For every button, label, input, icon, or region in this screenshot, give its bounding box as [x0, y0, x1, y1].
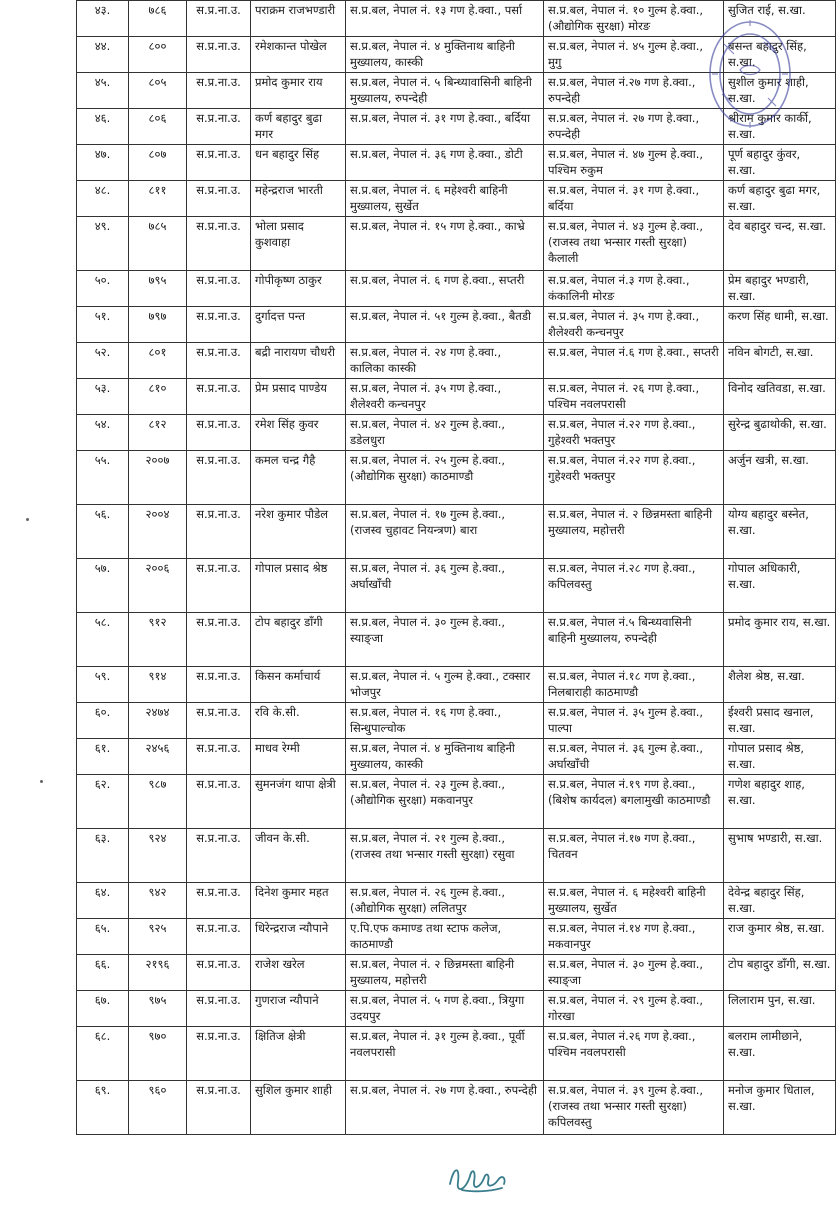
personnel-id-cell: २००७ — [129, 451, 187, 505]
new-posting-cell: स.प्र.बल, नेपाल नं. ३० गुल्म हे.क्वा., स्याङ्जा — [544, 955, 724, 991]
personnel-id-cell: ८१२ — [129, 415, 187, 451]
personnel-id-cell: ९२५ — [129, 919, 187, 955]
personnel-id-cell: २००४ — [129, 505, 187, 559]
new-posting-cell: स.प्र.बल, नेपाल नं. ३५ गुल्म हे.क्वा., पाल्पा — [544, 703, 724, 739]
replacement-cell: अर्जुन खत्री, स.खा. — [724, 451, 836, 505]
margin-mark — [26, 518, 29, 521]
rank-cell: स.प्र.ना.उ. — [187, 307, 251, 343]
replacement-cell: लिलाराम पुन, स.खा. — [724, 991, 836, 1027]
personnel-id-cell: ८०६ — [129, 109, 187, 145]
rank-cell: स.प्र.ना.उ. — [187, 883, 251, 919]
replacement-cell: बसन्त बहादुर सिंह, स.खा. — [724, 37, 836, 73]
serial-number-cell: ४८. — [77, 181, 129, 217]
personnel-id-cell: ८०७ — [129, 145, 187, 181]
new-posting-cell: स.प्र.बल, नेपाल नं.१७ गण हे.क्वा., चितवन — [544, 829, 724, 883]
current-posting-cell: स.प्र.बल, नेपाल नं. १३ गण हे.क्वा., पर्सा — [346, 1, 544, 37]
current-posting-cell: स.प्र.बल, नेपाल नं. ५१ गुल्म हे.क्वा., बैतडी — [346, 307, 544, 343]
rank-cell: स.प्र.ना.उ. — [187, 109, 251, 145]
replacement-cell: शैलेश श्रेष्ठ, स.खा. — [724, 667, 836, 703]
current-posting-cell: स.प्र.बल, नेपाल नं. २३ गुल्म हे.क्वा., (औद्योगिक सुरक्षा) मकवानपुर — [346, 775, 544, 829]
table-row — [77, 109, 836, 145]
table-row — [77, 667, 836, 703]
employee-name-cell: सुमनजंग थापा क्षेत्री — [251, 775, 346, 829]
replacement-cell: ईश्वरी प्रसाद खनाल, स.खा. — [724, 703, 836, 739]
rank-cell: स.प्र.ना.उ. — [187, 667, 251, 703]
new-posting-cell: स.प्र.बल, नेपाल नं.१४ गण हे.क्वा., मकवानपुर — [544, 919, 724, 955]
rank-cell: स.प्र.ना.उ. — [187, 37, 251, 73]
current-posting-cell: स.प्र.बल, नेपाल नं. २१ गुल्म हे.क्वा., (राजस्व तथा भन्सार गस्ती सुरक्षा) रसुवा — [346, 829, 544, 883]
employee-name-cell: धिरेन्द्रराज न्यौपाने — [251, 919, 346, 955]
rank-cell: स.प्र.ना.उ. — [187, 343, 251, 379]
replacement-cell: टोप बहादुर डाँगी, स.खा. — [724, 955, 836, 991]
new-posting-cell: स.प्र.बल, नेपाल नं. २९ गुल्म हे.क्वा., गोरखा — [544, 991, 724, 1027]
rank-cell: स.प्र.ना.उ. — [187, 181, 251, 217]
current-posting-cell: स.प्र.बल, नेपाल नं. ४२ गुल्म हे.क्वा., डडेलधुरा — [346, 415, 544, 451]
rank-cell: स.प्र.ना.उ. — [187, 739, 251, 775]
personnel-id-cell: ९७० — [129, 1027, 187, 1081]
current-posting-cell: स.प्र.बल, नेपाल नं. २६ गुल्म हे.क्वा., (औद्योगिक सुरक्षा) ललितपुर — [346, 883, 544, 919]
current-posting-cell: स.प्र.बल, नेपाल नं. ३६ गुल्म हे.क्वा., अर्घाखाँची — [346, 559, 544, 613]
rank-cell: स.प्र.ना.उ. — [187, 1, 251, 37]
personnel-id-cell: ९२४ — [129, 829, 187, 883]
employee-name-cell: नरेश कुमार पौडेल — [251, 505, 346, 559]
employee-name-cell: भोला प्रसाद कुशवाहा — [251, 217, 346, 271]
employee-name-cell: माधव रेग्मी — [251, 739, 346, 775]
current-posting-cell: स.प्र.बल, नेपाल नं. २४ गण हे.क्वा., कालिका कास्की — [346, 343, 544, 379]
current-posting-cell: स.प्र.बल, नेपाल नं. २ छिन्नमस्ता बाहिनी मुख्यालय, महोत्तरी — [346, 955, 544, 991]
serial-number-cell: ५९. — [77, 667, 129, 703]
employee-name-cell: गोपीकृष्ण ठाकुर — [251, 271, 346, 307]
rank-cell: स.प्र.ना.उ. — [187, 379, 251, 415]
current-posting-cell: स.प्र.बल, नेपाल नं. २५ गुल्म हे.क्वा., (औद्योगिक सुरक्षा) काठमाण्डौ — [346, 451, 544, 505]
current-posting-cell: स.प्र.बल, नेपाल नं. ३१ गुल्म हे.क्वा., पूर्वी नवलपरासी — [346, 1027, 544, 1081]
rank-cell: स.प्र.ना.उ. — [187, 703, 251, 739]
serial-number-cell: ६७. — [77, 991, 129, 1027]
employee-name-cell: रवि के.सी. — [251, 703, 346, 739]
current-posting-cell: स.प्र.बल, नेपाल नं. ६ महेश्वरी बाहिनी मुख्यालय, सुर्खेत — [346, 181, 544, 217]
serial-number-cell: ६०. — [77, 703, 129, 739]
new-posting-cell: स.प्र.बल, नेपाल नं.२७ गण हे.क्वा., रुपन्देही — [544, 73, 724, 109]
personnel-id-cell: २००६ — [129, 559, 187, 613]
replacement-cell: गोपाल प्रसाद श्रेष्ठ, स.खा. — [724, 739, 836, 775]
table-row — [77, 217, 836, 271]
personnel-id-cell: ७९७ — [129, 307, 187, 343]
serial-number-cell: ५०. — [77, 271, 129, 307]
table-row — [77, 919, 836, 955]
rank-cell: स.प्र.ना.उ. — [187, 613, 251, 667]
personnel-id-cell: २४७४ — [129, 703, 187, 739]
table-row — [77, 379, 836, 415]
serial-number-cell: ६४. — [77, 883, 129, 919]
replacement-cell: गोपाल अधिकारी, स.खा. — [724, 559, 836, 613]
current-posting-cell: ए.पि.एफ कमाण्ड तथा स्टाफ कलेज, काठमाण्डौ — [346, 919, 544, 955]
current-posting-cell: स.प्र.बल, नेपाल नं. ४ मुक्तिनाथ बाहिनी मुख्यालय, कास्की — [346, 37, 544, 73]
serial-number-cell: ४४. — [77, 37, 129, 73]
replacement-cell: प्रमोद कुमार राय, स.खा. — [724, 613, 836, 667]
new-posting-cell: स.प्र.बल, नेपाल नं.२६ गण हे.क्वा., पश्चिम नवलपरासी — [544, 1027, 724, 1081]
current-posting-cell: स.प्र.बल, नेपाल नं. ३५ गण हे.क्वा., शैलेश्वरी कन्चनपुर — [346, 379, 544, 415]
replacement-cell: सुशील कुमार शाही, स.खा. — [724, 73, 836, 109]
new-posting-cell: स.प्र.बल, नेपाल नं. ३१ गण हे.क्वा., बर्दिया — [544, 181, 724, 217]
table-row — [77, 343, 836, 379]
new-posting-cell: स.प्र.बल, नेपाल नं.३ गण हे.क्वा., कंकालिनी मोरङ — [544, 271, 724, 307]
serial-number-cell: ५२. — [77, 343, 129, 379]
current-posting-cell: स.प्र.बल, नेपाल नं. ३६ गण हे.क्वा., डोटी — [346, 145, 544, 181]
new-posting-cell: स.प्र.बल, नेपाल नं.२२ गण हे.क्वा., गुहेश्वरी भक्तपुर — [544, 451, 724, 505]
personnel-id-cell: २१९६ — [129, 955, 187, 991]
new-posting-cell: स.प्र.बल, नेपाल नं. २६ गण हे.क्वा., पश्चिम नवलपरासी — [544, 379, 724, 415]
replacement-cell: बलराम लामीछाने, स.खा. — [724, 1027, 836, 1081]
table-row — [77, 739, 836, 775]
serial-number-cell: ६८. — [77, 1027, 129, 1081]
personnel-id-cell: ९६० — [129, 1081, 187, 1135]
replacement-cell: योग्य बहादुर बस्नेत, स.खा. — [724, 505, 836, 559]
serial-number-cell: ६३. — [77, 829, 129, 883]
table-row — [77, 775, 836, 829]
serial-number-cell: ४७. — [77, 145, 129, 181]
new-posting-cell: स.प्र.बल, नेपाल नं. ३६ गुल्म हे.क्वा., अर्घाखाँची — [544, 739, 724, 775]
employee-name-cell: रमेश सिंह कुवर — [251, 415, 346, 451]
personnel-id-cell: ९७५ — [129, 991, 187, 1027]
new-posting-cell: स.प्र.बल, नेपाल नं. २७ गण हे.क्वा., रुपन्देही — [544, 109, 724, 145]
serial-number-cell: ६९. — [77, 1081, 129, 1135]
personnel-id-cell: ८०० — [129, 37, 187, 73]
personnel-id-cell: ७८६ — [129, 1, 187, 37]
new-posting-cell: स.प्र.बल, नेपाल नं.२८ गण हे.क्वा., कपिलवस्तु — [544, 559, 724, 613]
current-posting-cell: स.प्र.बल, नेपाल नं. २७ गण हे.क्वा., रुपन्देही — [346, 1081, 544, 1135]
replacement-cell: श्रीराम कुमार कार्की, स.खा. — [724, 109, 836, 145]
employee-name-cell: दुर्गादत्त पन्त — [251, 307, 346, 343]
employee-name-cell: रमेशकान्त पोखेल — [251, 37, 346, 73]
new-posting-cell: स.प्र.बल, नेपाल नं.६ गण हे.क्वा., सप्तरी — [544, 343, 724, 379]
table-row — [77, 415, 836, 451]
personnel-id-cell: ८०१ — [129, 343, 187, 379]
transfer-table-body — [77, 1, 836, 1135]
replacement-cell: नविन बोगटी, स.खा. — [724, 343, 836, 379]
new-posting-cell: स.प्र.बल, नेपाल नं.१९ गण हे.क्वा., (बिशेष कार्यदल) बगलामुखी काठमाण्डौ — [544, 775, 724, 829]
employee-name-cell: धन बहादुर सिंह — [251, 145, 346, 181]
table-row — [77, 307, 836, 343]
new-posting-cell: स.प्र.बल, नेपाल नं. ४७ गुल्म हे.क्वा., पश्चिम रुकुम — [544, 145, 724, 181]
replacement-cell: कर्ण बहादुर बुढा मगर, स.खा. — [724, 181, 836, 217]
serial-number-cell: ५८. — [77, 613, 129, 667]
employee-name-cell: सुशिल कुमार शाही — [251, 1081, 346, 1135]
serial-number-cell: ५५. — [77, 451, 129, 505]
new-posting-cell: स.प्र.बल, नेपाल नं. ३५ गण हे.क्वा., शैलेश्वरी कन्चनपुर — [544, 307, 724, 343]
serial-number-cell: ५१. — [77, 307, 129, 343]
table-row — [77, 1, 836, 37]
rank-cell: स.प्र.ना.उ. — [187, 505, 251, 559]
table-row — [77, 451, 836, 505]
serial-number-cell: ५३. — [77, 379, 129, 415]
employee-name-cell: कमल चन्द्र गैहै — [251, 451, 346, 505]
replacement-cell: करण सिंह धामी, स.खा. — [724, 307, 836, 343]
employee-name-cell: महेन्द्रराज भारती — [251, 181, 346, 217]
replacement-cell: गणेश बहादुर शाह, स.खा. — [724, 775, 836, 829]
table-row — [77, 1081, 836, 1135]
table-row — [77, 703, 836, 739]
current-posting-cell: स.प्र.बल, नेपाल नं. ५ गण हे.क्वा., त्रियुगा उदयपुर — [346, 991, 544, 1027]
rank-cell: स.प्र.ना.उ. — [187, 991, 251, 1027]
rank-cell: स.प्र.ना.उ. — [187, 1081, 251, 1135]
personnel-id-cell: ९८७ — [129, 775, 187, 829]
replacement-cell: सुभाष भण्डारी, स.खा. — [724, 829, 836, 883]
personnel-id-cell: ८१० — [129, 379, 187, 415]
rank-cell: स.प्र.ना.उ. — [187, 73, 251, 109]
table-row — [77, 505, 836, 559]
serial-number-cell: ६५. — [77, 919, 129, 955]
table-row — [77, 883, 836, 919]
rank-cell: स.प्र.ना.उ. — [187, 271, 251, 307]
employee-name-cell: क्षितिज क्षेत्री — [251, 1027, 346, 1081]
serial-number-cell: ६१. — [77, 739, 129, 775]
employee-name-cell: कर्ण बहादुर बुढा मगर — [251, 109, 346, 145]
rank-cell: स.प्र.ना.उ. — [187, 829, 251, 883]
replacement-cell: विनोद खतिवडा, स.खा. — [724, 379, 836, 415]
new-posting-cell: स.प्र.बल, नेपाल नं. ३९ गुल्म हे.क्वा., (राजस्व तथा भन्सार गस्ती सुरक्षा) कपिलवस्तु — [544, 1081, 724, 1135]
table-row — [77, 271, 836, 307]
new-posting-cell: स.प्र.बल, नेपाल नं. १० गुल्म हे.क्वा., (औद्योगिक सुरक्षा) मोरङ — [544, 1, 724, 37]
new-posting-cell: स.प्र.बल, नेपाल नं. ४३ गुल्म हे.क्वा., (राजस्व तथा भन्सार गस्ती सुरक्षा) कैलाली — [544, 217, 724, 271]
employee-name-cell: गुणराज न्यौपाने — [251, 991, 346, 1027]
transfer-table — [76, 0, 836, 1135]
rank-cell: स.प्र.ना.उ. — [187, 559, 251, 613]
new-posting-cell: स.प्र.बल, नेपाल नं.२२ गण हे.क्वा., गुहेश्वरी भक्तपुर — [544, 415, 724, 451]
table-row — [77, 145, 836, 181]
employee-name-cell: टोप बहादुर डाँगी — [251, 613, 346, 667]
current-posting-cell: स.प्र.बल, नेपाल नं. १६ गण हे.क्वा., सिन्धुपाल्चोक — [346, 703, 544, 739]
rank-cell: स.प्र.ना.उ. — [187, 145, 251, 181]
replacement-cell: देव बहादुर चन्द, स.खा. — [724, 217, 836, 271]
current-posting-cell: स.प्र.बल, नेपाल नं. ५ बिन्ध्यावासिनी बाहिनी मुख्यालय, रुपन्देही — [346, 73, 544, 109]
rank-cell: स.प्र.ना.उ. — [187, 919, 251, 955]
current-posting-cell: स.प्र.बल, नेपाल नं. १५ गण हे.क्वा., काभ्रे — [346, 217, 544, 271]
serial-number-cell: ४९. — [77, 217, 129, 271]
serial-number-cell: ४५. — [77, 73, 129, 109]
table-row — [77, 991, 836, 1027]
personnel-id-cell: ७९५ — [129, 271, 187, 307]
new-posting-cell: स.प्र.बल, नेपाल नं.५ बिन्ध्यवासिनी बाहिनी मुख्यालय, रुपन्देही — [544, 613, 724, 667]
employee-name-cell: प्रमोद कुमार राय — [251, 73, 346, 109]
serial-number-cell: ५४. — [77, 415, 129, 451]
personnel-id-cell: ७८५ — [129, 217, 187, 271]
new-posting-cell: स.प्र.बल, नेपाल नं.१८ गण हे.क्वा., निलबाराही काठमाण्डौ — [544, 667, 724, 703]
current-posting-cell: स.प्र.बल, नेपाल नं. ३० गुल्म हे.क्वा., स्याङ्जा — [346, 613, 544, 667]
table-row — [77, 559, 836, 613]
employee-name-cell: बद्री नारायण चौधरी — [251, 343, 346, 379]
personnel-id-cell: २४५६ — [129, 739, 187, 775]
employee-name-cell: गोपाल प्रसाद श्रेष्ठ — [251, 559, 346, 613]
current-posting-cell: स.प्र.बल, नेपाल नं. ५ गुल्म हे.क्वा., टक्सार भोजपुर — [346, 667, 544, 703]
replacement-cell: प्रेम बहादुर भण्डारी, स.खा. — [724, 271, 836, 307]
rank-cell: स.प्र.ना.उ. — [187, 451, 251, 505]
new-posting-cell: स.प्र.बल, नेपाल नं. ४५ गुल्म हे.क्वा., मुगु — [544, 37, 724, 73]
replacement-cell: सुरेन्द्र बुढाथोकी, स.खा. — [724, 415, 836, 451]
employee-name-cell: दिनेश कुमार महत — [251, 883, 346, 919]
rank-cell: स.प्र.ना.उ. — [187, 955, 251, 991]
serial-number-cell: ६६. — [77, 955, 129, 991]
serial-number-cell: ५६. — [77, 505, 129, 559]
personnel-id-cell: ९४२ — [129, 883, 187, 919]
replacement-cell: राज कुमार श्रेष्ठ, स.खा. — [724, 919, 836, 955]
personnel-id-cell: ९१२ — [129, 613, 187, 667]
rank-cell: स.प्र.ना.उ. — [187, 775, 251, 829]
current-posting-cell: स.प्र.बल, नेपाल नं. ४ मुक्तिनाथ बाहिनी मुख्यालय, कास्की — [346, 739, 544, 775]
rank-cell: स.प्र.ना.उ. — [187, 1027, 251, 1081]
current-posting-cell: स.प्र.बल, नेपाल नं. ६ गण हे.क्वा., सप्तरी — [346, 271, 544, 307]
employee-name-cell: राजेश खरेल — [251, 955, 346, 991]
table-row — [77, 73, 836, 109]
serial-number-cell: ४३. — [77, 1, 129, 37]
rank-cell: स.प्र.ना.उ. — [187, 415, 251, 451]
employee-name-cell: पराक्रम राजभण्डारी — [251, 1, 346, 37]
margin-mark — [40, 780, 43, 783]
table-row — [77, 613, 836, 667]
current-posting-cell: स.प्र.बल, नेपाल नं. ३१ गण हे.क्वा., बर्दिया — [346, 109, 544, 145]
new-posting-cell: स.प्र.बल, नेपाल नं. २ छिन्नमस्ता बाहिनी मुख्यालय, महोत्तरी — [544, 505, 724, 559]
replacement-cell: सुजित राई, स.खा. — [724, 1, 836, 37]
rank-cell: स.प्र.ना.उ. — [187, 217, 251, 271]
personnel-id-cell: ८०५ — [129, 73, 187, 109]
replacement-cell: पूर्ण बहादुर कुंवर, स.खा. — [724, 145, 836, 181]
personnel-id-cell: ९१४ — [129, 667, 187, 703]
serial-number-cell: ५७. — [77, 559, 129, 613]
replacement-cell: मनोज कुमार धिताल, स.खा. — [724, 1081, 836, 1135]
serial-number-cell: ४६. — [77, 109, 129, 145]
table-row — [77, 181, 836, 217]
employee-name-cell: प्रेम प्रसाद पाण्डेय — [251, 379, 346, 415]
personnel-id-cell: ८११ — [129, 181, 187, 217]
serial-number-cell: ६२. — [77, 775, 129, 829]
replacement-cell: देवेन्द्र बहादुर सिंह, स.खा. — [724, 883, 836, 919]
table-row — [77, 1027, 836, 1081]
table-row — [77, 37, 836, 73]
employee-name-cell: किसन कर्माचार्य — [251, 667, 346, 703]
signature — [444, 1160, 514, 1198]
table-row — [77, 829, 836, 883]
employee-name-cell: जीवन के.सी. — [251, 829, 346, 883]
new-posting-cell: स.प्र.बल, नेपाल नं. ६ महेश्वरी बाहिनी मुख्यालय, सुर्खेत — [544, 883, 724, 919]
current-posting-cell: स.प्र.बल, नेपाल नं. १७ गुल्म हे.क्वा., (राजस्व चुहावट नियन्त्रण) बारा — [346, 505, 544, 559]
table-row — [77, 955, 836, 991]
